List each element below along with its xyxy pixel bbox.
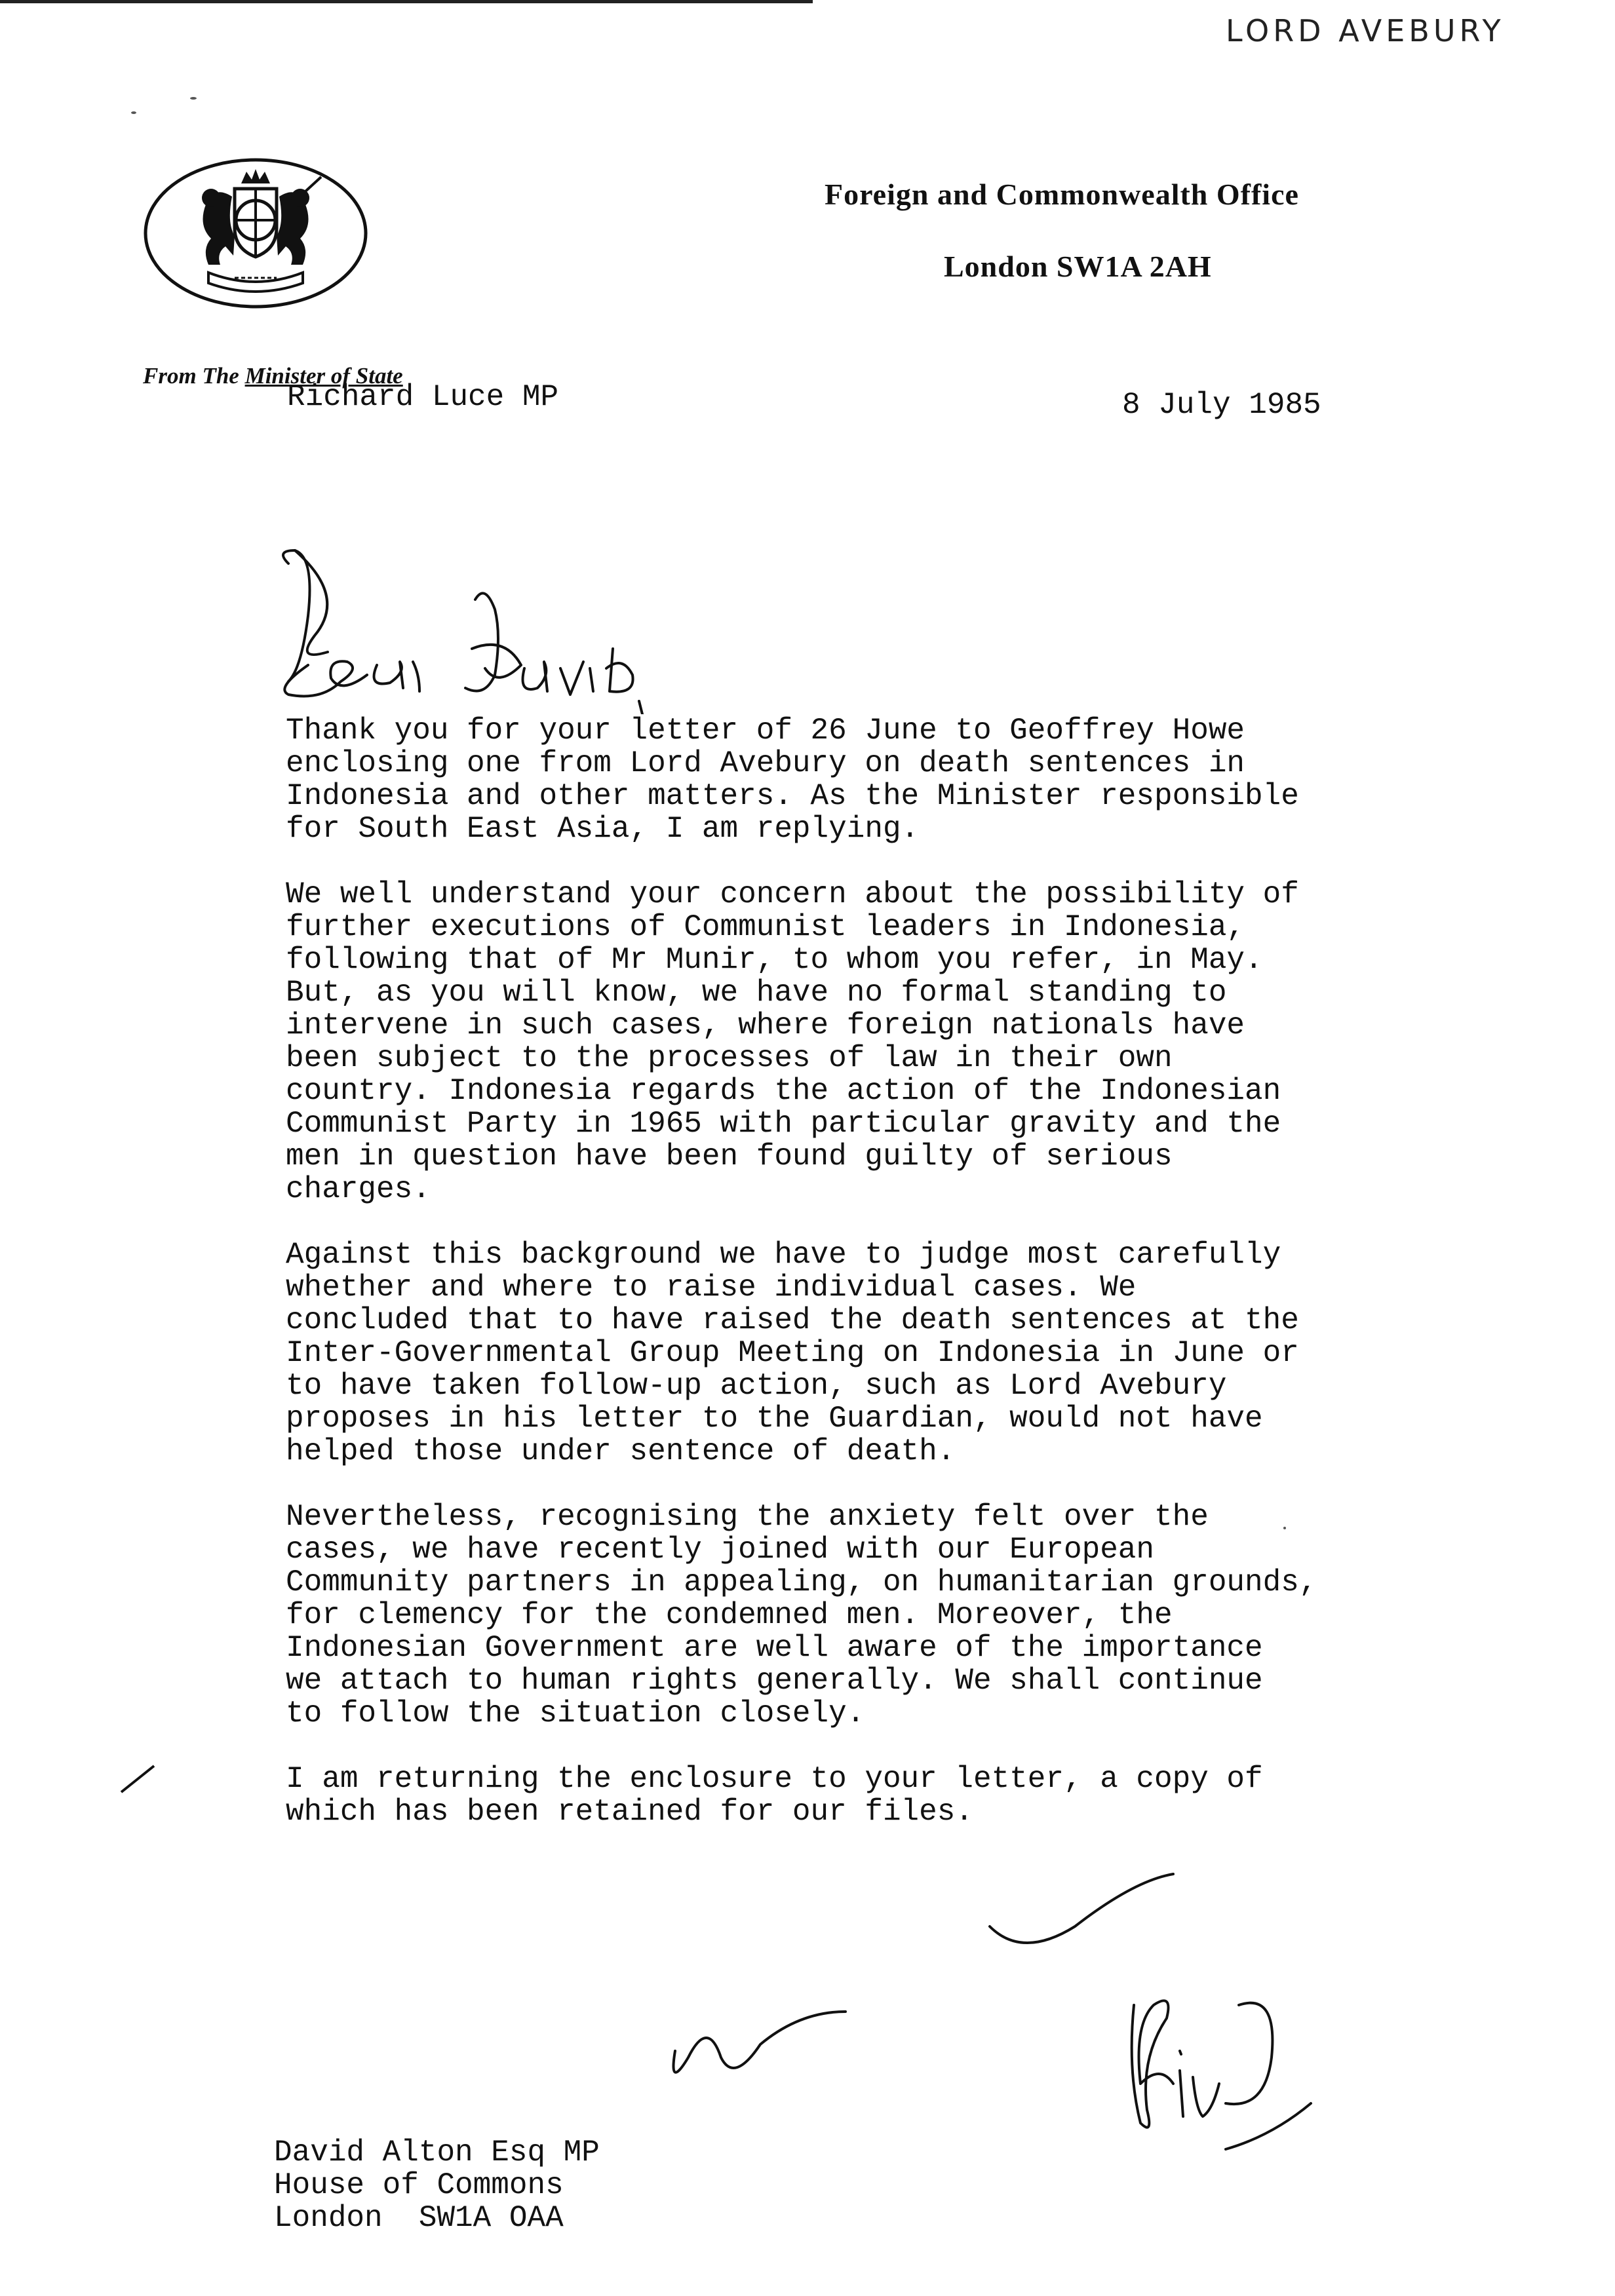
- scan-speck: [190, 97, 197, 100]
- office-name: Foreign and Commonwealth Office: [825, 178, 1299, 211]
- from-role: Minister of State: [244, 363, 403, 389]
- scan-speck: [131, 111, 136, 114]
- body-paragraph: Thank you for your letter of 26 June to Geoffrey Howe enclosing one from Lord Avebury on death sentences in Indonesia and other matters. As the Minister responsible for South East Asia, I am replying.: [286, 714, 1299, 846]
- signature-flourish: [983, 1861, 1193, 1966]
- recipient-line: London SW1A OAA: [274, 2201, 564, 2235]
- body-paragraph: Nevertheless, recognising the anxiety felt over the cases, we have recently joined with our European Community partners in appealing, on humanitarian grounds, for clemency for the condemned men. Moreover, the Indonesian Government are well aware of the importance we attach to human rights generally. We shall continue to follow the situation closely.: [286, 1500, 1317, 1731]
- body-paragraph: I am returning the enclosure to your letter, a copy of which has been retained for our files.: [286, 1762, 1263, 1829]
- margin-tick-mark: [118, 1763, 157, 1795]
- handwritten-annotation: LORD AVEBURY: [1226, 13, 1505, 48]
- letter-date: 8 July 1985: [1122, 388, 1321, 422]
- scan-speck: [1283, 1527, 1286, 1529]
- from-prefix: From The: [143, 363, 239, 389]
- sender-name: Richard Luce MP: [287, 380, 559, 414]
- recipient-address: [274, 2136, 600, 2234]
- scan-edge-line: [0, 0, 813, 3]
- letter-body: [286, 714, 1479, 1861]
- handwritten-salutation: [269, 537, 662, 714]
- signature-mark: [662, 1985, 859, 2090]
- signature: [1114, 1979, 1331, 2156]
- royal-coat-of-arms-icon: [143, 157, 368, 309]
- recipient-line: House of Commons: [274, 2168, 564, 2202]
- recipient-line: David Alton Esq MP: [274, 2135, 600, 2170]
- office-address: London SW1A 2AH: [944, 250, 1212, 283]
- body-paragraph: We well understand your concern about the possibility of further executions of Communist leaders in Indonesia, following that of Mr Munir, to whom you refer, in May. But, as you will know, we have no formal standing to intervene in such cases, where foreign nationals have been subject to the processes of law in their own country. Indonesia regards the action of the Indonesian Communist Party in 1965 with particular gravity and the men in question have been found guilty of serious charges.: [286, 877, 1299, 1206]
- body-paragraph: Against this background we have to judge most carefully whether and where to raise individual cases. We concluded that to have raised the death sentences at the Inter-Governmental Group Meeting on Indonesia in June or to have taken follow-up action, such as Lord Avebury proposes in his letter to the Guardian, would not have helped those under sentence of death.: [286, 1238, 1299, 1468]
